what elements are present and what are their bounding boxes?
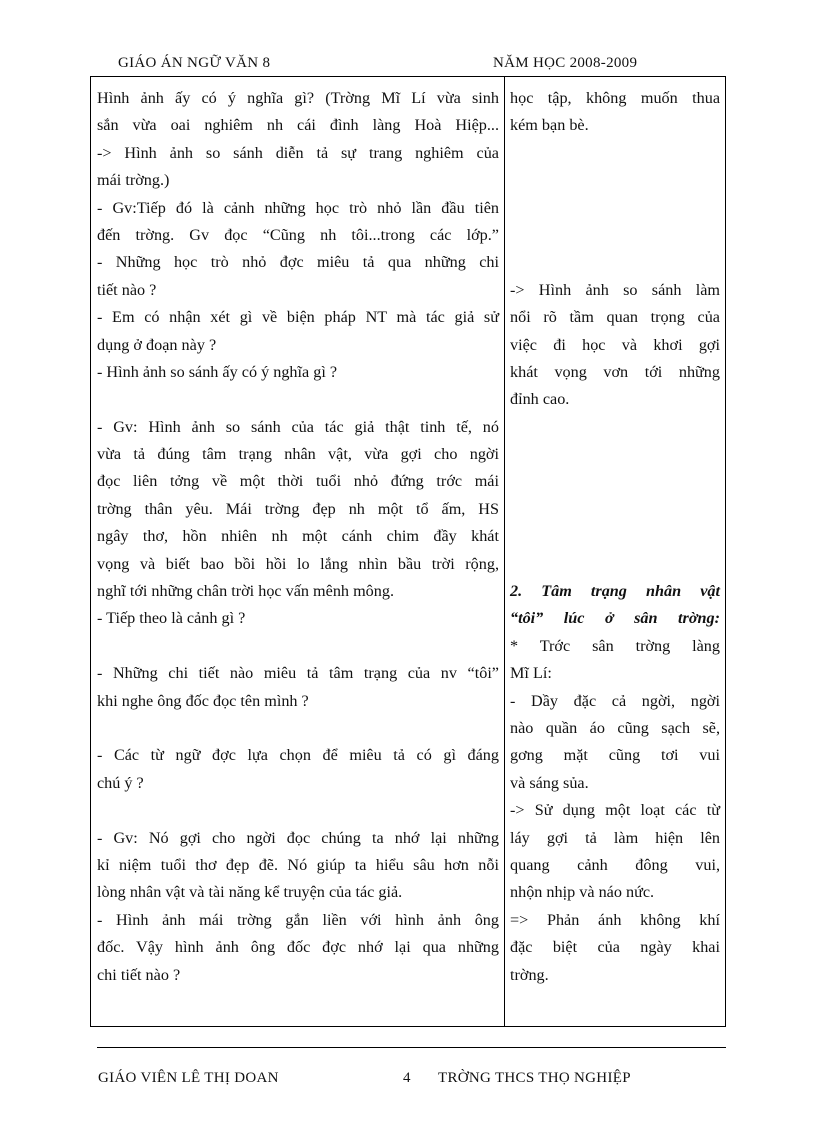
- text-line: học tập, không muốn thua: [510, 89, 720, 107]
- text-line: nổi rõ tầm quan trọng của: [510, 308, 720, 327]
- text-line: sắn vừa oai nghiêm nh cái đình làng Hoà Hiệp...: [97, 116, 499, 135]
- text-line: [510, 468, 720, 495]
- page-number: 4: [403, 1070, 411, 1086]
- text-line: [97, 386, 499, 413]
- text-line: [510, 222, 720, 249]
- text-line: [510, 414, 720, 441]
- text-line: [97, 797, 499, 824]
- column-divider: [504, 76, 505, 1027]
- text-line: “tôi” lúc ở sân trờng:: [510, 609, 720, 628]
- text-line: - Gv: Hình ảnh so sánh của tác giả thật tinh tế, nó: [97, 417, 499, 436]
- footer-right-text: TRỜNG THCS THỌ NGHIỆP: [438, 1070, 631, 1086]
- text-line: [510, 496, 720, 523]
- text-line: [510, 249, 720, 276]
- text-line: kém bạn bè.: [510, 116, 589, 135]
- text-line: mái trờng.): [97, 171, 170, 190]
- text-line: nhộn nhịp và náo nức.: [510, 883, 655, 902]
- text-line: -> Hình ảnh so sánh diễn tả sự trang nghiêm của: [97, 143, 499, 162]
- text-line: nào quần áo cũng sạch sẽ,: [510, 718, 720, 737]
- text-line: [510, 140, 720, 167]
- text-line: [510, 441, 720, 468]
- text-line: - Gv:Tiếp đó là cảnh những học trò nhỏ lần đầu tiên: [97, 198, 499, 217]
- left-column: [97, 85, 499, 989]
- text-line: quang cảnh đông vui,: [510, 855, 720, 874]
- text-line: đỉnh cao.: [510, 390, 570, 409]
- text-line: => Phản ánh không khí: [510, 910, 720, 929]
- text-line: kỉ niệm tuổi thơ đẹp đẽ. Nó giúp ta hiểu sâu hơn nỗi: [97, 855, 499, 874]
- text-line: khi nghe ông đốc đọc tên mình ?: [97, 691, 309, 710]
- text-line: đến trờng. Gv đọc “Cũng nh tôi...trong các lớp.”: [97, 225, 499, 244]
- text-line: và sáng sủa.: [510, 773, 589, 792]
- text-line: [97, 715, 499, 742]
- text-line: - Các từ ngữ đợc lựa chọn để miêu tả có gì đáng: [97, 746, 499, 765]
- text-line: 2. Tâm trạng nhân vật: [510, 582, 720, 601]
- text-line: Mĩ Lí:: [510, 664, 552, 683]
- text-line: vọng và biết bao bồi hồi lo lắng nhìn bầu trời rộng,: [97, 554, 499, 573]
- text-line: đặc biệt của ngày khai: [510, 938, 720, 957]
- text-line: - Gv: Nó gợi cho ngời đọc chúng ta nhớ lại những: [97, 828, 499, 847]
- header-left-text: GIÁO ÁN NGỮ VĂN 8: [118, 55, 271, 71]
- text-line: đọc liên tởng về một thời tuổi nhỏ đứng trớc mái: [97, 472, 499, 491]
- text-line: dụng ở đoạn này ?: [97, 335, 217, 354]
- text-line: [97, 633, 499, 660]
- text-line: trờng.: [510, 965, 549, 984]
- text-line: tiết nào ?: [97, 280, 157, 299]
- text-line: - Hình ảnh mái trờng gắn liền với hình ảnh ông: [97, 910, 499, 929]
- text-line: đốc. Vậy hình ảnh ông đốc đợc nhớ lại qua những: [97, 938, 499, 957]
- text-line: lòng nhân vật và tài năng kể truyện của tác giả.: [97, 883, 403, 902]
- text-line: gơng mặt cũng tơi vui: [510, 746, 720, 765]
- text-line: nghĩ tới những chân trời học vấn mênh mông.: [97, 582, 394, 601]
- text-line: vừa tả đúng tâm trạng nhân vật, vừa gợi cho ngời: [97, 445, 499, 464]
- text-line: - Những học trò nhỏ đợc miêu tả qua những chi: [97, 253, 499, 272]
- text-line: -> Sử dụng một loạt các từ: [510, 801, 720, 820]
- text-line: - Những chi tiết nào miêu tả tâm trạng của nv “tôi”: [97, 664, 499, 683]
- footer-rule: [97, 1047, 726, 1048]
- text-line: * Trớc sân trờng làng: [510, 636, 720, 655]
- text-line: việc đi học và khơi gợi: [510, 335, 720, 354]
- text-line: trờng thân yêu. Mái trờng đẹp nh một tổ ấm, HS: [97, 499, 499, 518]
- text-line: [510, 551, 720, 578]
- text-line: chi tiết nào ?: [97, 965, 181, 984]
- text-line: - Em có nhận xét gì về biện pháp NT mà tác giả sử: [97, 308, 499, 327]
- text-line: -> Hình ảnh so sánh làm: [510, 280, 720, 299]
- text-line: chú ý ?: [97, 773, 144, 792]
- text-line: - Tiếp theo là cảnh gì ?: [97, 609, 246, 628]
- text-line: [510, 523, 720, 550]
- text-line: ngây thơ, hồn nhiên nh một cánh chim đầy khát: [97, 527, 499, 546]
- text-line: [510, 195, 720, 222]
- text-line: Hình ảnh ấy có ý nghĩa gì? (Trờng Mĩ Lí vừa sinh: [97, 89, 499, 107]
- header-right-text: NĂM HỌC 2008-2009: [493, 55, 638, 71]
- text-line: - Hình ảnh so sánh ấy có ý nghĩa gì ?: [97, 362, 338, 381]
- text-line: khát vọng vơn tới những: [510, 362, 720, 381]
- right-column: [510, 85, 720, 989]
- text-line: láy gợi tả làm hiện lên: [510, 828, 720, 847]
- text-line: [510, 167, 720, 194]
- text-line: - Dầy đặc cả ngời, ngời: [510, 691, 720, 710]
- footer-left-text: GIÁO VIÊN LÊ THỊ DOAN: [98, 1070, 279, 1086]
